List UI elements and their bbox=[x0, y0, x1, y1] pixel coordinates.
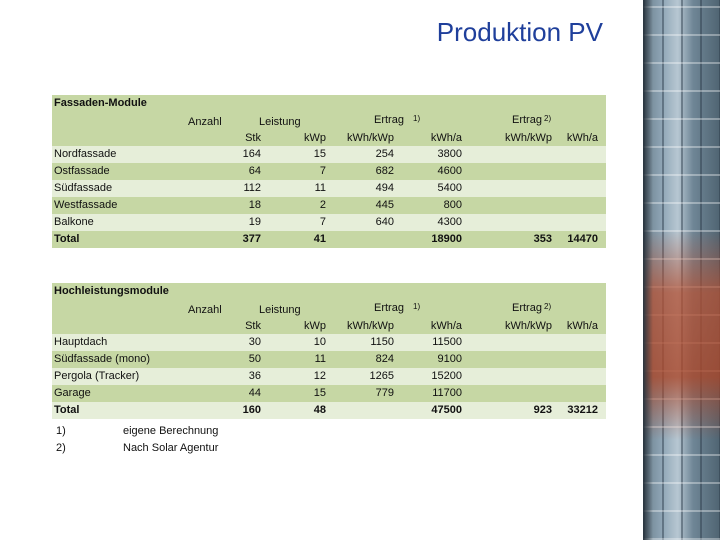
col-ertrag1-sup: 1) bbox=[413, 114, 421, 123]
row-kwh-kwp: 1150 bbox=[370, 336, 394, 348]
col-ertrag2-kwh-a: kWh/a bbox=[566, 132, 598, 144]
row-kwh-a: 9100 bbox=[437, 353, 462, 365]
row-stk: 50 bbox=[248, 353, 261, 365]
total-row bbox=[52, 402, 606, 419]
footnote-1-text: eigene Berechnung bbox=[123, 425, 219, 437]
col-ertrag2: Ertrag bbox=[512, 302, 542, 314]
row-kwp: 10 bbox=[313, 336, 326, 348]
total-row bbox=[52, 231, 606, 248]
col-kwh-kwp: kWh/kWp bbox=[346, 320, 394, 332]
row-name: Ostfassade bbox=[54, 165, 110, 177]
solar-panel-photo bbox=[643, 0, 720, 540]
col-kwh-a: kWh/a bbox=[430, 320, 462, 332]
total-kwh-a: 18900 bbox=[431, 233, 462, 245]
total-kwh-a: 47500 bbox=[431, 404, 462, 416]
col-stk: Stk bbox=[245, 132, 261, 144]
table-row bbox=[52, 334, 606, 351]
row-kwh-kwp: 494 bbox=[375, 182, 394, 194]
page-title: Produktion PV bbox=[436, 17, 603, 47]
row-kwh-kwp: 1265 bbox=[369, 370, 394, 382]
col-ertrag2-kwh-kwp: kWh/kWp bbox=[504, 132, 552, 144]
row-kwp: 11 bbox=[314, 353, 326, 365]
row-kwh-a: 5400 bbox=[437, 182, 462, 194]
row-kwh-a: 11700 bbox=[432, 387, 462, 399]
row-kwh-kwp: 682 bbox=[375, 165, 394, 177]
row-kwh-a: 800 bbox=[443, 199, 462, 211]
row-kwh-kwp: 640 bbox=[375, 216, 394, 228]
row-name: Hauptdach bbox=[54, 336, 108, 348]
row-stk: 36 bbox=[248, 370, 261, 382]
row-stk: 44 bbox=[248, 387, 261, 399]
row-stk: 64 bbox=[248, 165, 261, 177]
col-leistung: Leistung bbox=[259, 304, 301, 316]
row-name: Südfassade bbox=[54, 182, 113, 194]
total-ertrag2-kwh-kwp: 353 bbox=[533, 233, 552, 245]
total-stk: 377 bbox=[242, 233, 261, 245]
col-leistung: Leistung bbox=[259, 116, 301, 128]
total-name: Total bbox=[54, 404, 80, 416]
row-kwh-a: 3800 bbox=[437, 148, 462, 160]
row-name: Pergola (Tracker) bbox=[54, 370, 140, 382]
row-kwp: 12 bbox=[313, 370, 326, 382]
table-row bbox=[52, 163, 606, 180]
row-kwp: 2 bbox=[319, 199, 326, 211]
row-kwh-a: 4600 bbox=[437, 165, 462, 177]
total-ertrag2-kwh-kwp: 923 bbox=[533, 404, 552, 416]
col-ertrag2-sup: 2) bbox=[544, 302, 552, 311]
col-kwh-a: kWh/a bbox=[430, 132, 462, 144]
table-row bbox=[52, 214, 606, 231]
row-kwh-kwp: 824 bbox=[375, 353, 394, 365]
hochleistung-table bbox=[52, 283, 606, 425]
row-kwp: 11 bbox=[314, 182, 326, 194]
table-row bbox=[52, 180, 606, 197]
col-anzahl: Anzahl bbox=[188, 116, 222, 128]
col-ertrag1: Ertrag bbox=[374, 302, 404, 314]
row-kwp: 7 bbox=[319, 216, 326, 228]
total-stk: 160 bbox=[242, 404, 261, 416]
row-stk: 112 bbox=[243, 182, 261, 194]
total-kwp: 41 bbox=[313, 233, 326, 245]
row-kwp: 15 bbox=[313, 387, 326, 399]
col-ertrag1-sup: 1) bbox=[413, 302, 421, 311]
row-name: Garage bbox=[54, 387, 91, 399]
row-stk: 164 bbox=[242, 148, 261, 160]
col-kwp: kWp bbox=[304, 320, 326, 332]
total-kwp: 48 bbox=[313, 404, 326, 416]
col-ertrag2-sup: 2) bbox=[544, 114, 552, 123]
row-stk: 19 bbox=[248, 216, 261, 228]
row-name: Südfassade (mono) bbox=[54, 353, 150, 365]
col-kwh-kwp: kWh/kWp bbox=[346, 132, 394, 144]
row-kwh-kwp: 254 bbox=[375, 148, 394, 160]
total-name: Total bbox=[54, 233, 80, 245]
row-name: Westfassade bbox=[54, 199, 118, 211]
total-ertrag2-kwh-a: 33212 bbox=[567, 404, 598, 416]
section-heading: Fassaden-Module bbox=[54, 97, 147, 109]
row-name: Balkone bbox=[54, 216, 94, 228]
footnote-1-number: 1) bbox=[56, 425, 66, 437]
row-kwh-kwp: 445 bbox=[375, 199, 394, 211]
table-row bbox=[52, 385, 606, 402]
col-stk: Stk bbox=[245, 320, 261, 332]
col-ertrag2: Ertrag bbox=[512, 114, 542, 126]
row-stk: 18 bbox=[248, 199, 261, 211]
col-ertrag2-kwh-a: kWh/a bbox=[566, 320, 598, 332]
row-kwh-a: 15200 bbox=[431, 370, 462, 382]
row-kwp: 15 bbox=[313, 148, 326, 160]
fassaden-table bbox=[52, 95, 606, 253]
col-kwp: kWp bbox=[304, 132, 326, 144]
footnote-2-number: 2) bbox=[56, 442, 66, 454]
footnote-2-text: Nach Solar Agentur bbox=[123, 442, 219, 454]
col-ertrag1: Ertrag bbox=[374, 114, 404, 126]
row-kwh-kwp: 779 bbox=[375, 387, 394, 399]
table-row bbox=[52, 146, 606, 163]
total-ertrag2-kwh-a: 14470 bbox=[567, 233, 598, 245]
row-kwh-a: 11500 bbox=[432, 336, 462, 348]
table-row bbox=[52, 197, 606, 214]
row-kwp: 7 bbox=[319, 165, 326, 177]
row-stk: 30 bbox=[248, 336, 261, 348]
col-anzahl: Anzahl bbox=[188, 304, 222, 316]
section-heading: Hochleistungsmodule bbox=[54, 285, 169, 297]
row-kwh-a: 4300 bbox=[437, 216, 462, 228]
row-name: Nordfassade bbox=[54, 148, 117, 160]
col-ertrag2-kwh-kwp: kWh/kWp bbox=[504, 320, 552, 332]
